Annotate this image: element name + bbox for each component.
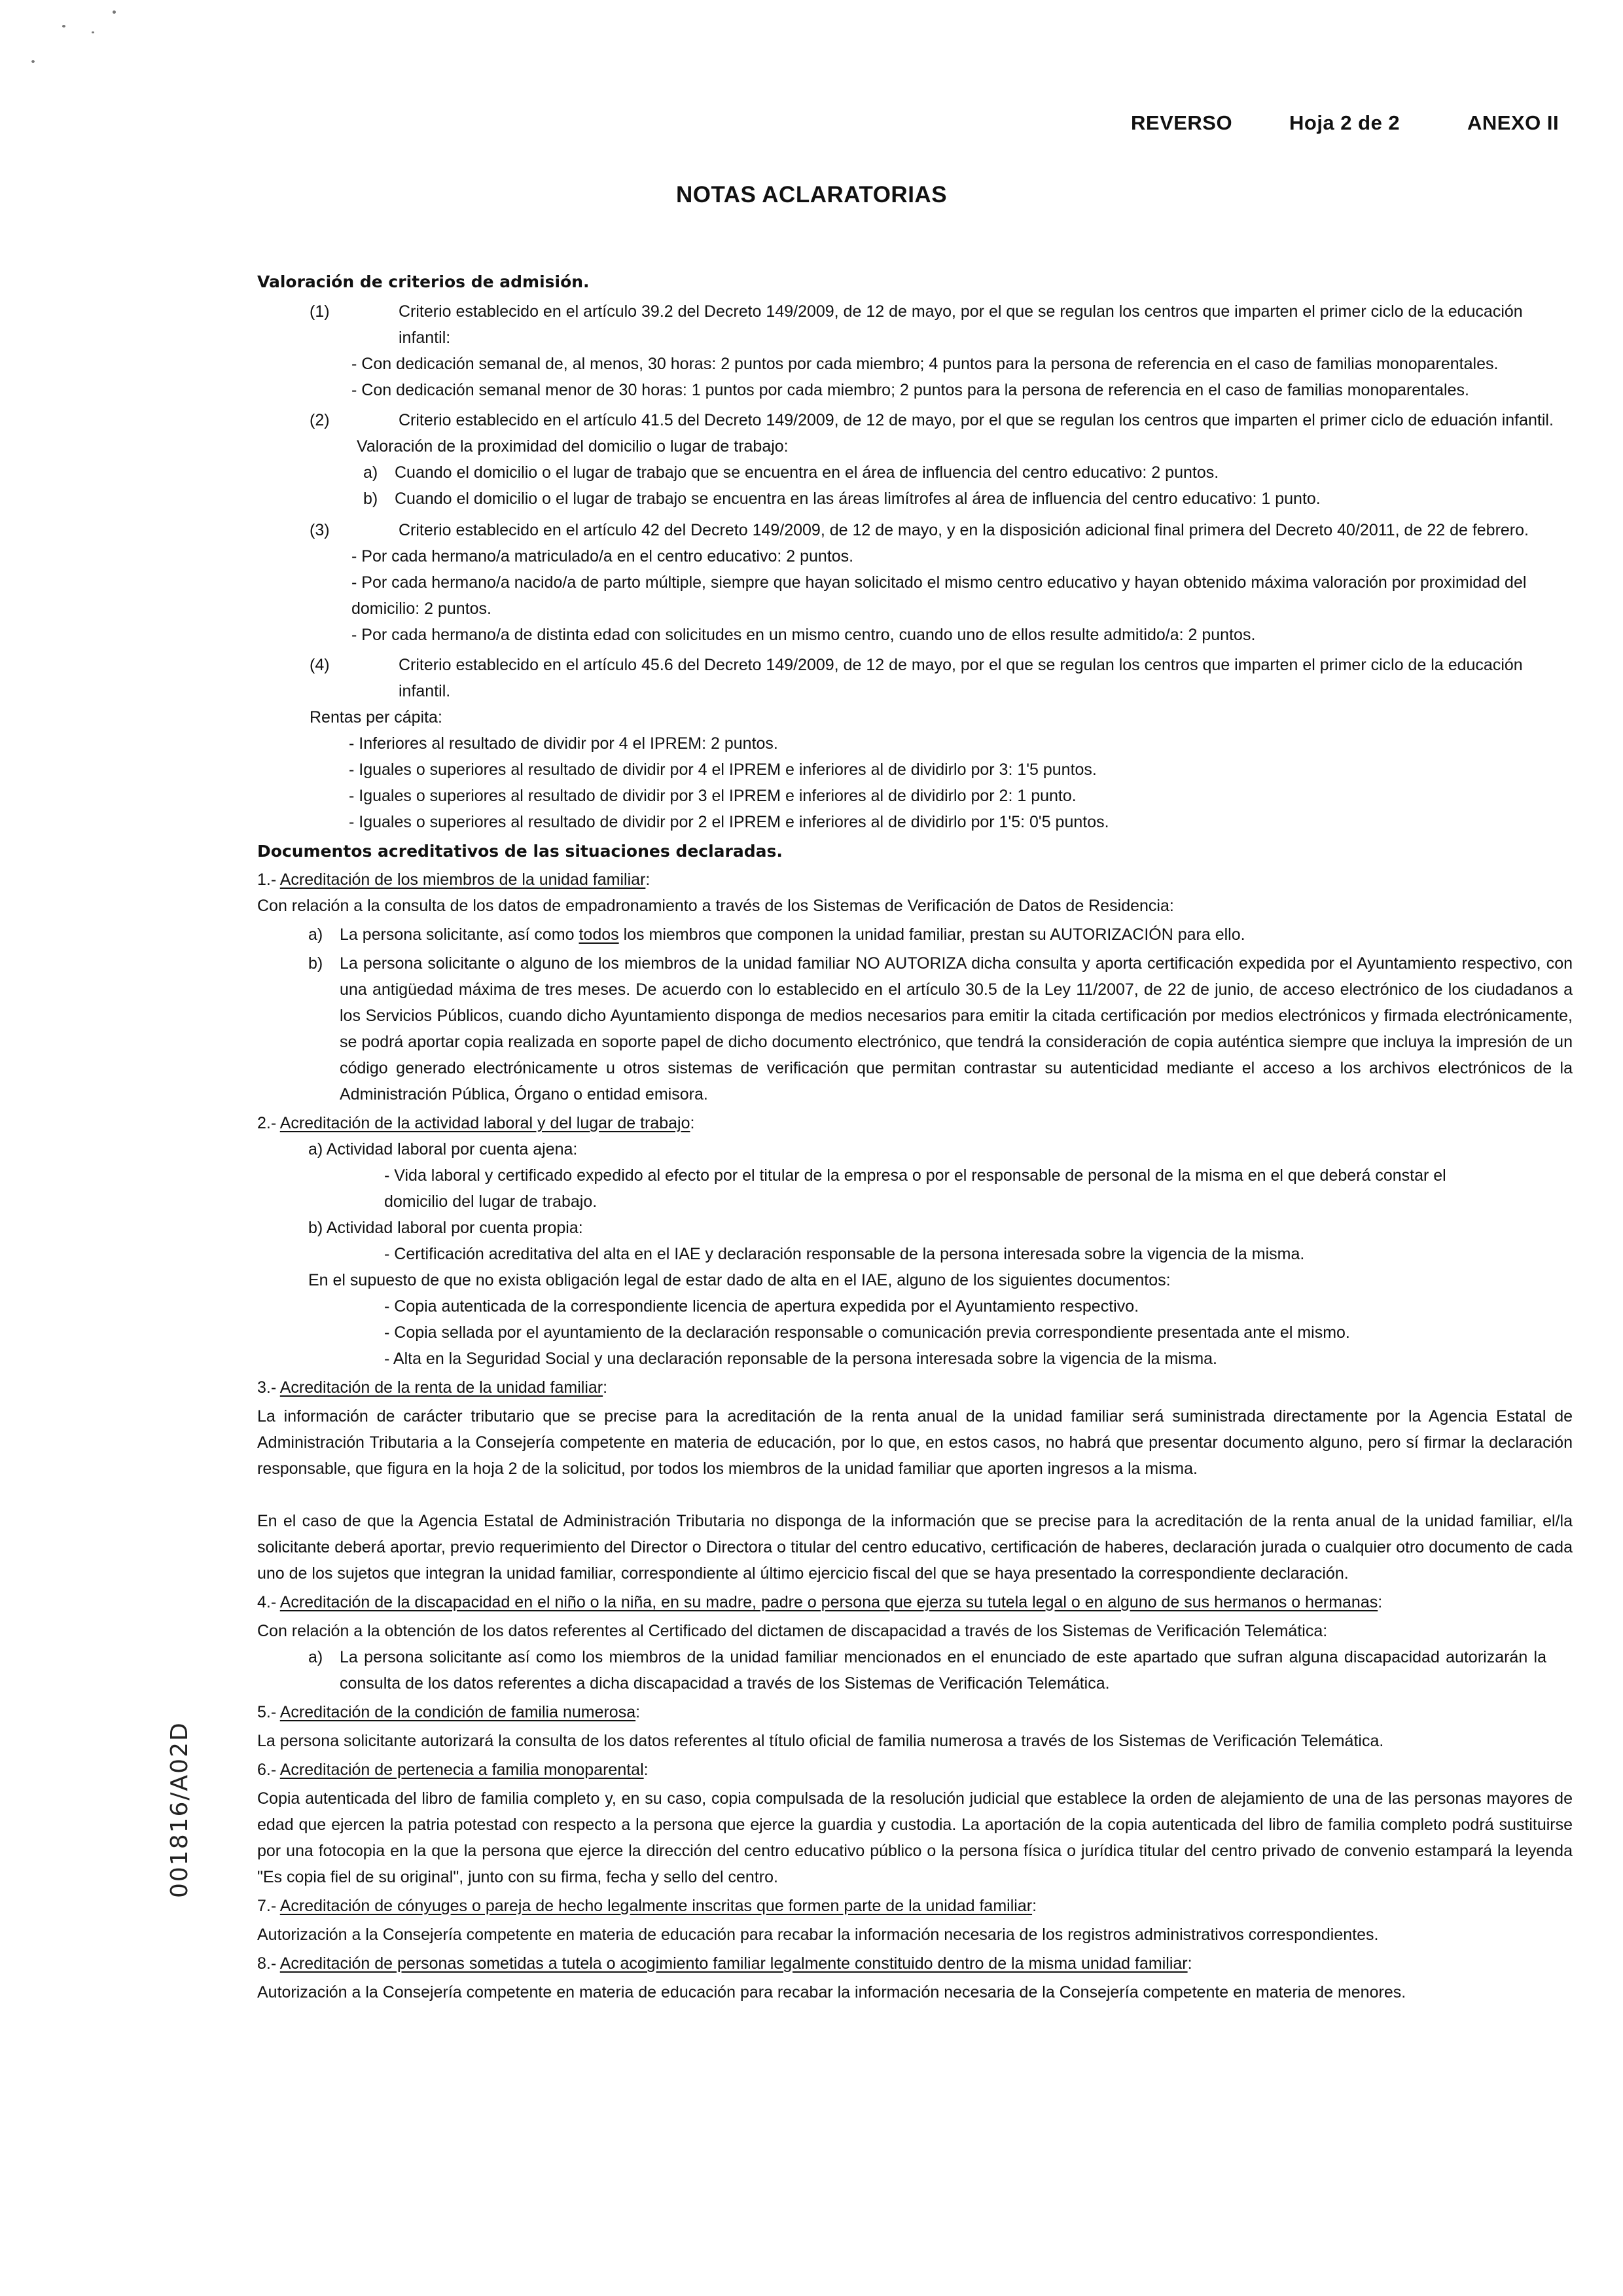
header-anexo: ANEXO II: [1467, 111, 1560, 134]
section-number: 8.-: [257, 1954, 280, 1973]
section-number: 4.-: [257, 1593, 280, 1611]
doc-section-2-a1: - Vida laboral y certificado expedido al efecto por el titular de la empresa o por el responsable de personal de la misma en el que deberá constar el domicilio del lugar de trabajo.: [384, 1166, 1446, 1211]
section-colon: :: [690, 1114, 695, 1132]
doc-section-2-c: En el supuesto de que no exista obligación legal de estar dado de alta en el IAE, alguno de los siguientes documentos:: [308, 1271, 1171, 1289]
valoracion-title: Valoración de criterios de admisión.: [257, 272, 590, 291]
criterion-4: [257, 652, 1573, 704]
doc-section-2-a: a) Actividad laboral por cuenta ajena:: [308, 1140, 578, 1158]
criterion-text: Criterio establecido en el artículo 45.6 del Decreto 149/2009, de 12 de mayo, por el que se regulan los centros que imparten el primer ciclo de la educación infantil.: [399, 656, 1523, 700]
doc-section-6-paragraph: Copia autenticada del libro de familia completo y, en su caso, copia compulsada de la resolución judicial que establece la orden de alejamiento de una de las personas mayores de edad que ejercen la patria potestad con respecto a la persona que ejerce la guardia y custodia. La aportación de la copia autenticada del libro de familia completo podrá sustituirse por una fotocopia en la que la persona que ejerce la dirección del centro educativo público o la persona física o jurídica titular del centro privado de convenio estampará la leyenda "Es copia fiel de su original", junto con su firma, fecha y sello del centro.: [257, 1789, 1573, 1886]
header-reverso: REVERSO: [1131, 111, 1233, 134]
criterion-1-detail-2: - Con dedicación semanal menor de 30 horas: 1 puntos por cada miembro; 2 puntos para la persona de referencia en el caso de familias monoparentales.: [351, 381, 1469, 399]
section-number: 7.-: [257, 1897, 280, 1915]
criterion-3-detail-3: - Por cada hermano/a de distinta edad con solicitudes en un mismo centro, cuando uno de ellos resulte admitido/a: 2 puntos.: [351, 626, 1256, 644]
section-number: 2.-: [257, 1114, 280, 1132]
option-text: Cuando el domicilio o el lugar de trabajo se encuentra en las áreas limítrofes al área de influencia del centro educativo: 1 punto.: [395, 490, 1321, 508]
criterion-3: [257, 517, 1573, 543]
section-number: 6.-: [257, 1761, 280, 1779]
doc-section-7-paragraph: Autorización a la Consejería competente en materia de educación para recabar la información necesaria de los registros administrativos correspondientes.: [257, 1926, 1379, 1944]
section-number: 5.-: [257, 1703, 280, 1721]
criterion-text: Criterio establecido en el artículo 41.5 del Decreto 149/2009, de 12 de mayo, por el que se regulan los centros que imparten el primer ciclo de eduación infantil.: [399, 411, 1554, 429]
criterion-3-detail-2: - Por cada hermano/a nacido/a de parto múltiple, siempre que hayan solicitado el mismo centro educativo y hayan obtenido máxima valoración por proximidad del domicilio: 2 puntos.: [351, 573, 1527, 618]
criterion-number: (1): [310, 302, 330, 321]
doc-section-7-heading: [257, 1893, 1573, 1919]
doc-section-2-c1: - Copia autenticada de la correspondiente licencia de apertura expedida por el Ayuntamiento respectivo.: [384, 1297, 1139, 1316]
section-heading: Acreditación de la renta de la unidad familiar: [279, 1378, 603, 1397]
option-text: La persona solicitante así como los miembros de la unidad familiar mencionados en el enunciado de este apartado que sufran alguna discapacidad autorizarán la consulta de los datos referentes a dicha discapacidad a través de los Sistemas de Verificación Telemática.: [340, 1648, 1546, 1693]
criterion-number: (3): [310, 521, 330, 539]
option-text-rest: los miembros que componen la unidad familiar, prestan su AUTORIZACIÓN para ello.: [618, 925, 1245, 944]
criterion-text: Criterio establecido en el artículo 39.2 del Decreto 149/2009, de 12 de mayo, por el que se regulan los centros que imparten el primer ciclo de la educación infantil:: [399, 302, 1523, 347]
criterion-4-detail-4: - Iguales o superiores al resultado de dividir por 2 el IPREM e inferiores al de dividirlo por 1'5: 0'5 puntos.: [349, 813, 1109, 831]
doc-section-8-paragraph: Autorización a la Consejería competente en materia de educación para recabar la información necesaria de la Consejería competente en materia de menores.: [257, 1983, 1406, 2001]
doc-section-2-heading: [257, 1110, 1573, 1136]
doc-section-3-heading: [257, 1374, 1573, 1401]
section-heading: Acreditación de la discapacidad en el niño o la niña, en su madre, padre o persona que ejerza su tutela legal o en alguno de sus hermanos o hermanas: [279, 1593, 1378, 1611]
doc-section-4-option-a: [308, 1644, 1546, 1696]
option-letter: a): [363, 463, 378, 482]
section-number: 1.-: [257, 870, 280, 889]
option-letter: a): [308, 925, 323, 944]
option-text: Cuando el domicilio o el lugar de trabajo que se encuentra en el área de influencia del centro educativo: 2 puntos.: [395, 463, 1219, 482]
scan-speck: [113, 10, 116, 14]
scan-speck: [62, 25, 65, 27]
doc-section-2-c3: - Alta en la Seguridad Social y una declaración reponsable de la persona interesada sobre la vigencia de la misma.: [384, 1350, 1217, 1368]
section-heading: Acreditación de personas sometidas a tutela o acogimiento familiar legalmente constituido dentro de la misma unidad familiar: [279, 1954, 1188, 1973]
criterion-1: [257, 298, 1573, 351]
criterion-number: (2): [310, 411, 330, 429]
criterion-1-detail-1: - Con dedicación semanal de, al menos, 30 horas: 2 puntos por cada miembro; 4 puntos para la persona de referencia en el caso de familias monoparentales.: [351, 355, 1499, 373]
documentos-title: Documentos acreditativos de las situaciones declaradas.: [257, 842, 783, 861]
option-text: La persona solicitante, así como: [340, 925, 579, 944]
section-heading: Acreditación de los miembros de la unidad familiar: [279, 870, 646, 889]
doc-section-6-heading: [257, 1757, 1573, 1783]
criterion-number: (4): [310, 656, 330, 674]
doc-section-1-intro: Con relación a la consulta de los datos de empadronamiento a través de los Sistemas de Verificación de Datos de Residencia:: [257, 897, 1174, 915]
section-colon: :: [645, 870, 651, 889]
criterion-4-detail-3: - Iguales o superiores al resultado de dividir por 3 el IPREM e inferiores al de dividirlo por 2: 1 punto.: [349, 787, 1077, 805]
criterion-2-subtitle: Valoración de la proximidad del domicilio o lugar de trabajo:: [357, 437, 789, 456]
doc-section-8-heading: [257, 1950, 1573, 1977]
criterion-4-detail-2: - Iguales o superiores al resultado de dividir por 4 el IPREM e inferiores al de dividirlo por 3: 1'5 puntos.: [349, 761, 1097, 779]
doc-section-3-paragraph-1: La información de carácter tributario que se precise para la acreditación de la renta anual de la unidad familiar será suministrada directamente por la Agencia Estatal de Administración Tributaria a la Consejería competente en materia de educación, por lo que, en estos casos, no habrá que presentar documento alguno, pero sí firmar la declaración responsable, que figura en la hoja 2 de la solicitud, por todos los miembros de la unidad familiar que aporten ingresos a la misma.: [257, 1407, 1573, 1478]
section-number: 3.-: [257, 1378, 280, 1397]
section-colon: :: [635, 1703, 641, 1721]
section-heading: Acreditación de cónyuges o pareja de hecho legalmente inscritas que formen parte de la unidad familiar: [279, 1897, 1033, 1915]
option-text: La persona solicitante o alguno de los miembros de la unidad familiar NO AUTORIZA dicha consulta y aporta certificación expedida por el Ayuntamiento respectivo, con una antigüedad máxima de tres meses. De acuerdo con lo establecido en el artículo 30.5 de la Ley 11/2007, de 22 de junio, de acceso electrónico de los ciudadanos a los Servicios Públicos, cuando dicho Ayuntamiento disponga de medios necesarios para emitir la citada certificación por medios electrónicos y firmada electrónicamente, se podrá aportar copia realizada en soporte papel de dicho documento electrónico, que tendrá la consideración de copia auténtica siempre que incluya la impresión de un código generado electrónicamente u otros sistemas de verificación que permitan contrastar su autenticidad mediante el acceso a los archivos electrónicos de la Administración Pública, Órgano o entidad emisora.: [340, 954, 1573, 1103]
section-colon: :: [603, 1378, 608, 1397]
criterion-4-detail-1: - Inferiores al resultado de dividir por 4 el IPREM: 2 puntos.: [349, 734, 778, 753]
option-letter: b): [308, 954, 323, 973]
document-body: [257, 267, 1573, 2005]
section-heading: Acreditación de pertenecia a familia monoparental: [279, 1761, 644, 1779]
section-colon: :: [1378, 1593, 1383, 1611]
section-heading: Acreditación de la actividad laboral y del lugar de trabajo: [279, 1114, 690, 1132]
doc-section-5-paragraph: La persona solicitante autorizará la consulta de los datos referentes al título oficial de familia numerosa a través de los Sistemas de Verificación Telemática.: [257, 1732, 1384, 1750]
form-code: 001816/A02D: [166, 1721, 193, 1898]
criterion-3-detail-1: - Por cada hermano/a matriculado/a en el centro educativo: 2 puntos.: [351, 547, 854, 565]
doc-section-2-b1: - Certificación acreditativa del alta en el IAE y declaración responsable de la persona interesada sobre la vigencia de la misma.: [384, 1245, 1305, 1263]
doc-section-5-heading: [257, 1699, 1573, 1725]
section-heading: Acreditación de la condición de familia numerosa: [279, 1703, 636, 1721]
criterion-text: Criterio establecido en el artículo 42 del Decreto 149/2009, de 12 de mayo, y en la disposición adicional final primera del Decreto 40/2011, de 22 de febrero.: [399, 521, 1529, 539]
doc-section-1-heading: [257, 867, 1573, 893]
doc-section-2-b: b) Actividad laboral por cuenta propia:: [308, 1219, 583, 1237]
doc-section-1-option-b: [308, 950, 1573, 1107]
header-page-number: Hoja 2 de 2: [1289, 111, 1400, 134]
section-colon: :: [1187, 1954, 1192, 1973]
option-letter: a): [308, 1648, 323, 1666]
doc-section-1-option-a: [308, 922, 1573, 948]
page-title: NOTAS ACLARATORIAS: [675, 182, 948, 207]
scan-speck: [31, 60, 35, 63]
doc-section-3-paragraph-2: En el caso de que la Agencia Estatal de Administración Tributaria no disponga de la información que se precise para la acreditación de la renta anual de la unidad familiar, el/la solicitante deberá aportar, previo requerimiento del Director o Directora o titular del centro educativo, certificación de haberes, declaración jurada o cualquier otro documento de cada uno de los sujetos que integran la unidad familiar, correspondiente al último ejercicio fiscal del que se haya presentado la correspondiente declaración.: [257, 1512, 1573, 1583]
criterion-4-subtitle: Rentas per cápita:: [310, 708, 442, 726]
doc-section-4-heading: [257, 1589, 1573, 1615]
option-underlined: todos: [579, 925, 619, 944]
criterion-2-option-a: [363, 459, 1573, 486]
paragraph-gap: [257, 1482, 1573, 1508]
scan-speck: [92, 31, 94, 33]
section-colon: :: [1032, 1897, 1037, 1915]
criterion-2-option-b: [363, 486, 1573, 512]
doc-section-4-intro: Con relación a la obtención de los datos referentes al Certificado del dictamen de discapacidad a través de los Sistemas de Verificación Telemática:: [257, 1622, 1328, 1640]
option-letter: b): [363, 490, 378, 508]
criterion-2: [257, 407, 1573, 433]
section-colon: :: [643, 1761, 649, 1779]
doc-section-2-c2: - Copia sellada por el ayuntamiento de la declaración responsable o comunicación previa correspondiente presentada ante el mismo.: [384, 1323, 1350, 1342]
